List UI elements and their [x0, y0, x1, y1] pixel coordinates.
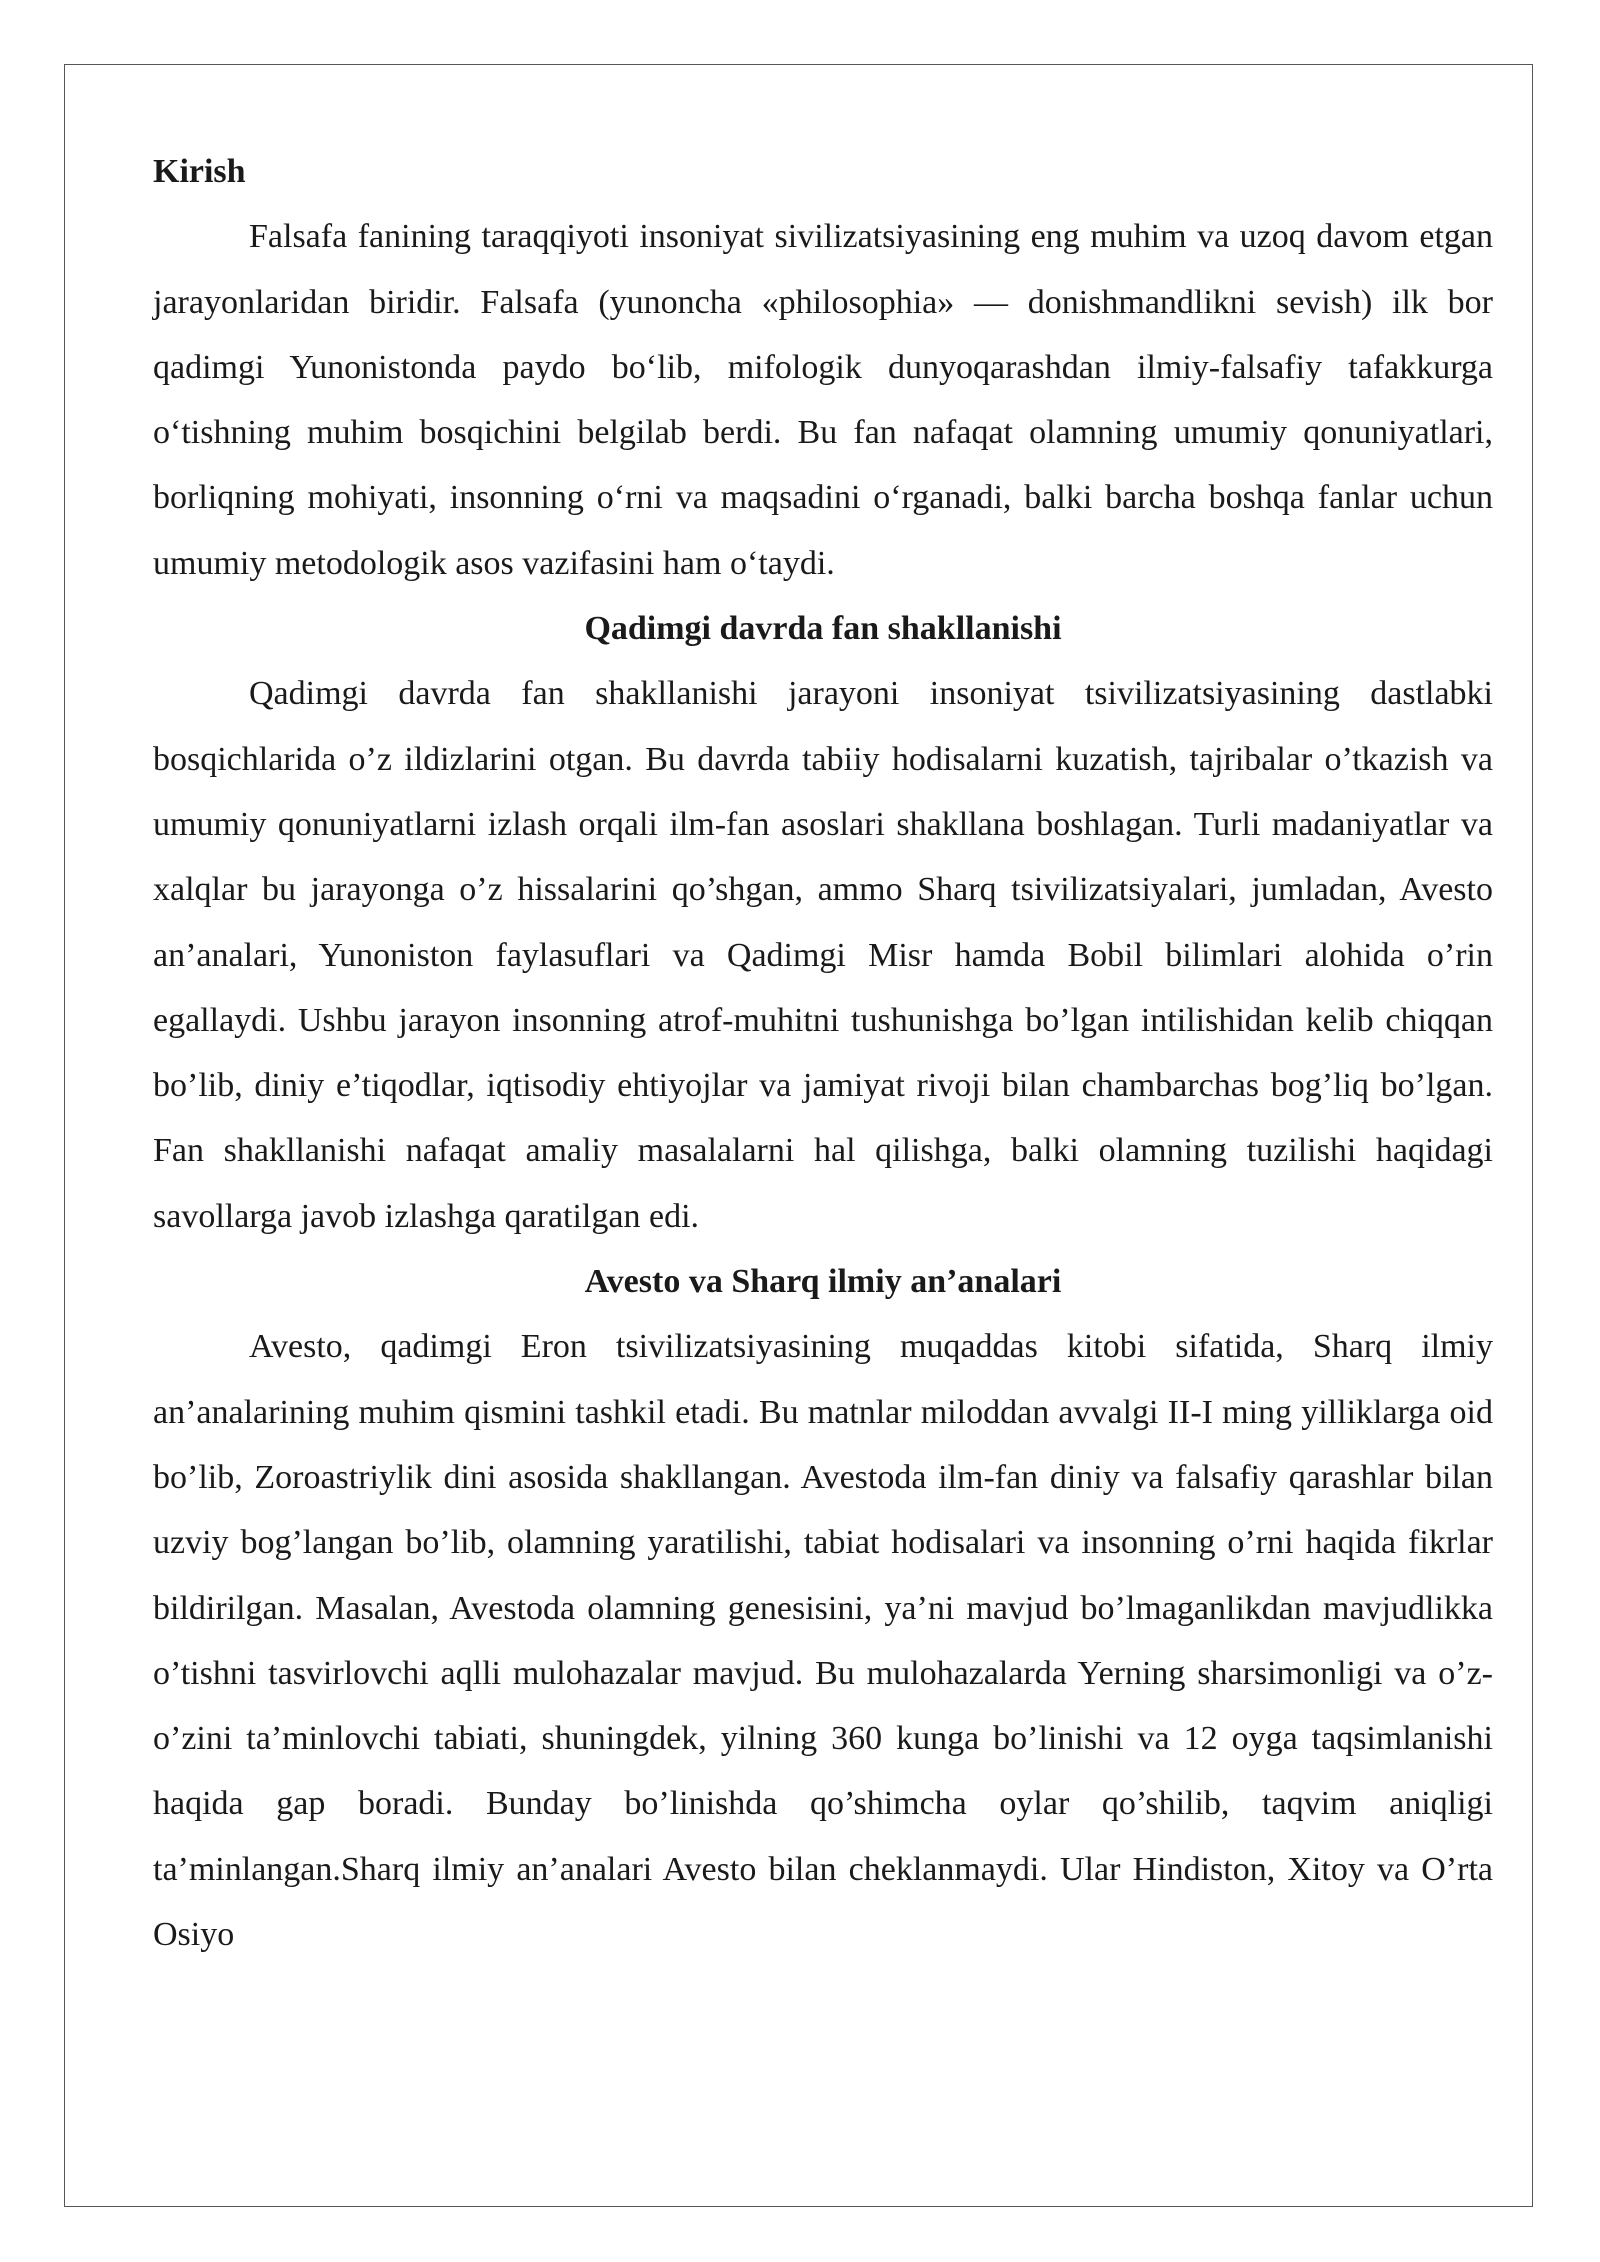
paragraph-qadimgi-davrda-fan: Qadimgi davrda fan shakllanishi jarayoni insoniyat tsivilizatsiyasining dastlabki bosqichlarida o’z ildizlarini otgan. Bu davrda tabiiy hodisalarni kuzatish, tajribalar o’tkazish va umumiy qonuniyatlarni izlash orqali ilm-fan asoslari shakllana boshlagan. Turli madaniyatlar va xalqlar bu jarayonga o’z hissalarini qo’shgan, ammo Sharq tsivilizatsiyalari, jumladan, Avesto an’analari, Yunoniston faylasuflari va Qadimgi Misr hamda Bobil bilimlari alohida o’rin egallaydi. Ushbu jarayon insonning atrof-muhitni tushunishga bo’lgan intilishidan kelib chiqqan bo’lib, diniy e’tiqodlar, iqtisodiy ehtiyojlar va jamiyat rivoji bilan chambarchas bog’liq bo’lgan. Fan shakllanishi nafaqat amaliy masalalarni hal qilishga, balki olamning tuzilishi haqidagi savollarga javob izlashga qaratilgan edi. [153, 675, 1493, 1235]
heading-kirish: Kirish [153, 153, 246, 190]
heading-avesto: Avesto va Sharq ilmiy an’analari [584, 1263, 1062, 1301]
heading-qadimgi-davrda-fan: Qadimgi davrda fan shakllanishi [584, 610, 1062, 648]
document-body [153, 139, 1493, 1967]
paragraph-kirish: Falsafa fanining taraqqiyoti insoniyat sivilizatsiyasining eng muhim va uzoq davom etgan jarayonlaridan biridir. Falsafa (yunoncha «philosophia» — donishmandlikni sevish) ilk bor qadimgi Yunonistonda paydo boʻlib, mifologik dunyoqarashdan ilmiy-falsafiy tafakkurga oʻtishning muhim bosqichini belgilab berdi. Bu fan nafaqat olamning umumiy qonuniyatlari, borliqning mohiyati, insonning oʻrni va maqsadini oʻrganadi, balki barcha boshqa fanlar uchun umumiy metodologik asos vazifasini ham oʻtaydi. [153, 218, 1493, 582]
paragraph-avesto: Avesto, qadimgi Eron tsivilizatsiyasining muqaddas kitobi sifatida, Sharq ilmiy an’analarining muhim qismini tashkil etadi. Bu matnlar miloddan avvalgi II-I ming yilliklarga oid bo’lib, Zoroastriylik dini asosida shakllangan. Avestoda ilm-fan diniy va falsafiy qarashlar bilan uzviy bog’langan bo’lib, olamning yaratilishi, tabiat hodisalari va insonning o’rni haqida fikrlar bildirilgan. Masalan, Avestoda olamning genesisini, ya’ni mavjud bo’lmaganlikdan mavjudlikka o’tishni tasvirlovchi aqlli mulohazalar mavjud. Bu mulohazalarda Yerning sharsimonligi va o’z-o’zini ta’minlovchi tabiati, shuningdek, yilning 360 kunga bo’linishi va 12 oyga taqsimlanishi haqida gap boradi. Bunday bo’linishda qo’shimcha oylar qo’shilib, taqvim aniqligi ta’minlangan.Sharq ilmiy an’analari Avesto bilan cheklanmaydi. Ular Hindiston, Xitoy va O’rta Osiyo [153, 1328, 1493, 1954]
